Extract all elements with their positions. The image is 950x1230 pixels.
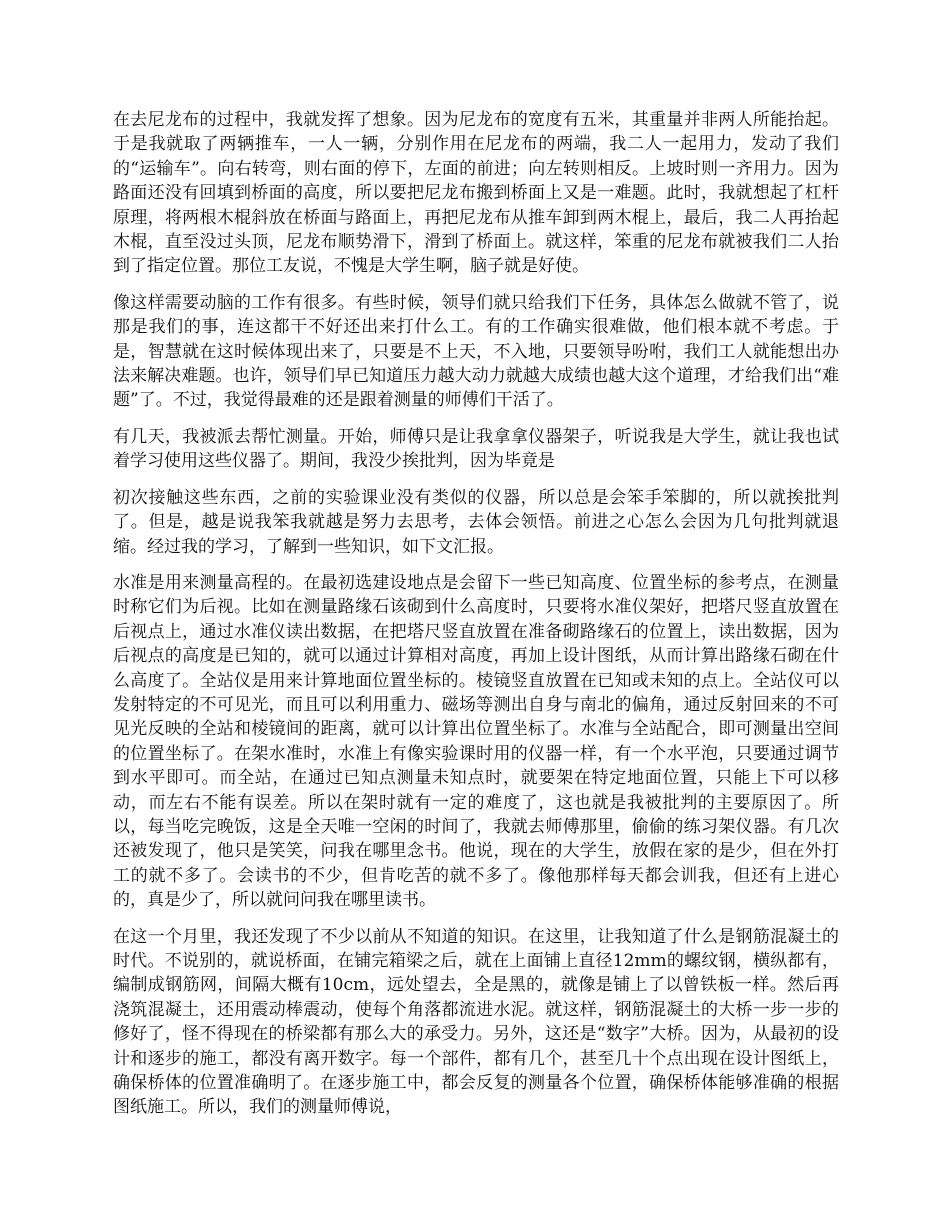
paragraph-reinforced-concrete: 在这一个月里，我还发现了不少以前从不知道的知识。在这里，让我知道了什么是钢筋混凝土的时代。不说别的，就说桥面，在铺完箱梁之后，就在上面铺上直径12mm的螺纹钢，横纵都有，编制成钢筋网，间隔大概有10cm，远处望去，全是黑的，就像是铺上了以曾铁板一样。然后再浇筑混凝土，还用震动棒震动，使每个角落都流进水泥。就这样，钢筋混凝土的大桥一步一步的修好了，怪不得现在的桥梁都有那么大的承受力。另外，这还是“数字”大桥。因为，从最初的设计和逐步的施工，都没有离开数字。每一个部件，都有几个，甚至几十个点出现在设计图纸上，确保桥体的位置准确明了。在逐步施工中，都会反复的测量各个位置，确保桥体能够准确的根据图纸施工。所以，我们的测量师傅说， xyxy=(113,926,839,1118)
paragraph-brain-work: 像这样需要动脑的工作有很多。有些时候，领导们就只给我们下任务，具体怎么做就不管了，说那是我们的事，连这都干不好还出来打什么工。有的工作确实很难做，他们根本就不考虑。于是，智慧就在这时候体现出来了，只要是不上天，不入地，只要领导吩咐，我们工人就能想出办法来解决难题。也许，领导们早已知道压力越大动力就越大成绩也越大这个道理，才给我们出“难题”了。不过，我觉得最难的还是跟着测量的师傅们干活了。 xyxy=(113,292,839,411)
paragraph-survey-assist: 有几天，我被派去帮忙测量。开始，师傅只是让我拿拿仪器架子，听说我是大学生，就让我也试着学习使用这些仪器了。期间，我没少挨批判，因为毕竟是 xyxy=(113,426,839,472)
paragraph-nylon-transport: 在去尼龙布的过程中，我就发挥了想象。因为尼龙布的宽度有五米，其重量并非两人所能抬起。于是我就取了两辆推车，一人一辆，分别作用在尼龙布的两端，我二人一起用力，发动了我们的“运输车”。向右转弯，则右面的停下，左面的前进；向左转则相反。上坡时则一齐用力。因为路面还没有回填到桥面的高度，所以要把尼龙布搬到桥面上又是一难题。此时，我就想起了杠杆原理，将两根木棍斜放在桥面与路面上，再把尼龙布从推车卸到两木棍上，最后，我二人再抬起木棍，直至没过头顶，尼龙布顺势滑下，滑到了桥面上。就这样，笨重的尼龙布就被我们二人抬到了指定位置。那位工友说，不愧是大学生啊，脑子就是好使。 xyxy=(113,110,839,277)
paragraph-leveling-total-station: 水准是用来测量高程的。在最初选建设地点是会留下一些已知高度、位置坐标的参考点，在测量时称它们为后视。比如在测量路缘石该砌到什么高度时，只要将水准仪架好，把塔尺竖直放置在后视点上，通过水准仪读出数据，在把塔尺竖直放置在准备砌路缘石的位置上，读出数据，因为后视点的高度是已知的，就可以通过计算相对高度，再加上设计图纸，从而计算出路缘石砌在什么高度了。全站仪是用来计算地面位置坐标的。棱镜竖直放置在已知或未知的点上。全站仪可以发射特定的不可见光，而且可以利用重力、磁场等测出自身与南北的偏角，通过反射回来的不可见光反映的全站和棱镜间的距离，就可以计算出位置坐标了。水准与全站配合，即可测量出空间的位置坐标了。在架水准时，水准上有像实验课时用的仪器一样，有一个水平泡，只要通过调节到水平即可。而全站，在通过已知点测量未知点时，就要架在特定地面位置，只能上下可以移动，而左右不能有误差。所以在架时就有一定的难度了，这也就是我被批判的主要原因了。所以，每当吃完晚饭，这是全天唯一空闲的时间了，我就去师傅那里，偷偷的练习架仪器。有几次还被发现了，他只是笑笑，问我在哪里念书。他说，现在的大学生，放假在家的是少，但在外打工的就不多了。会读书的不少，但肯吃苦的就不多了。像他那样每天都会训我，但还有上进心的，真是少了，所以就问问我在哪里读书。 xyxy=(113,572,839,911)
paragraph-first-contact: 初次接触这些东西，之前的实验课业没有类似的仪器，所以总是会笨手笨脚的，所以就挨批判了。但是，越是说我笨我就越是努力去思考，去体会领悟。前进之心怎么会因为几句批判就退缩。经过我的学习，了解到一些知识，如下文汇报。 xyxy=(113,487,839,557)
document-page xyxy=(113,108,839,1132)
